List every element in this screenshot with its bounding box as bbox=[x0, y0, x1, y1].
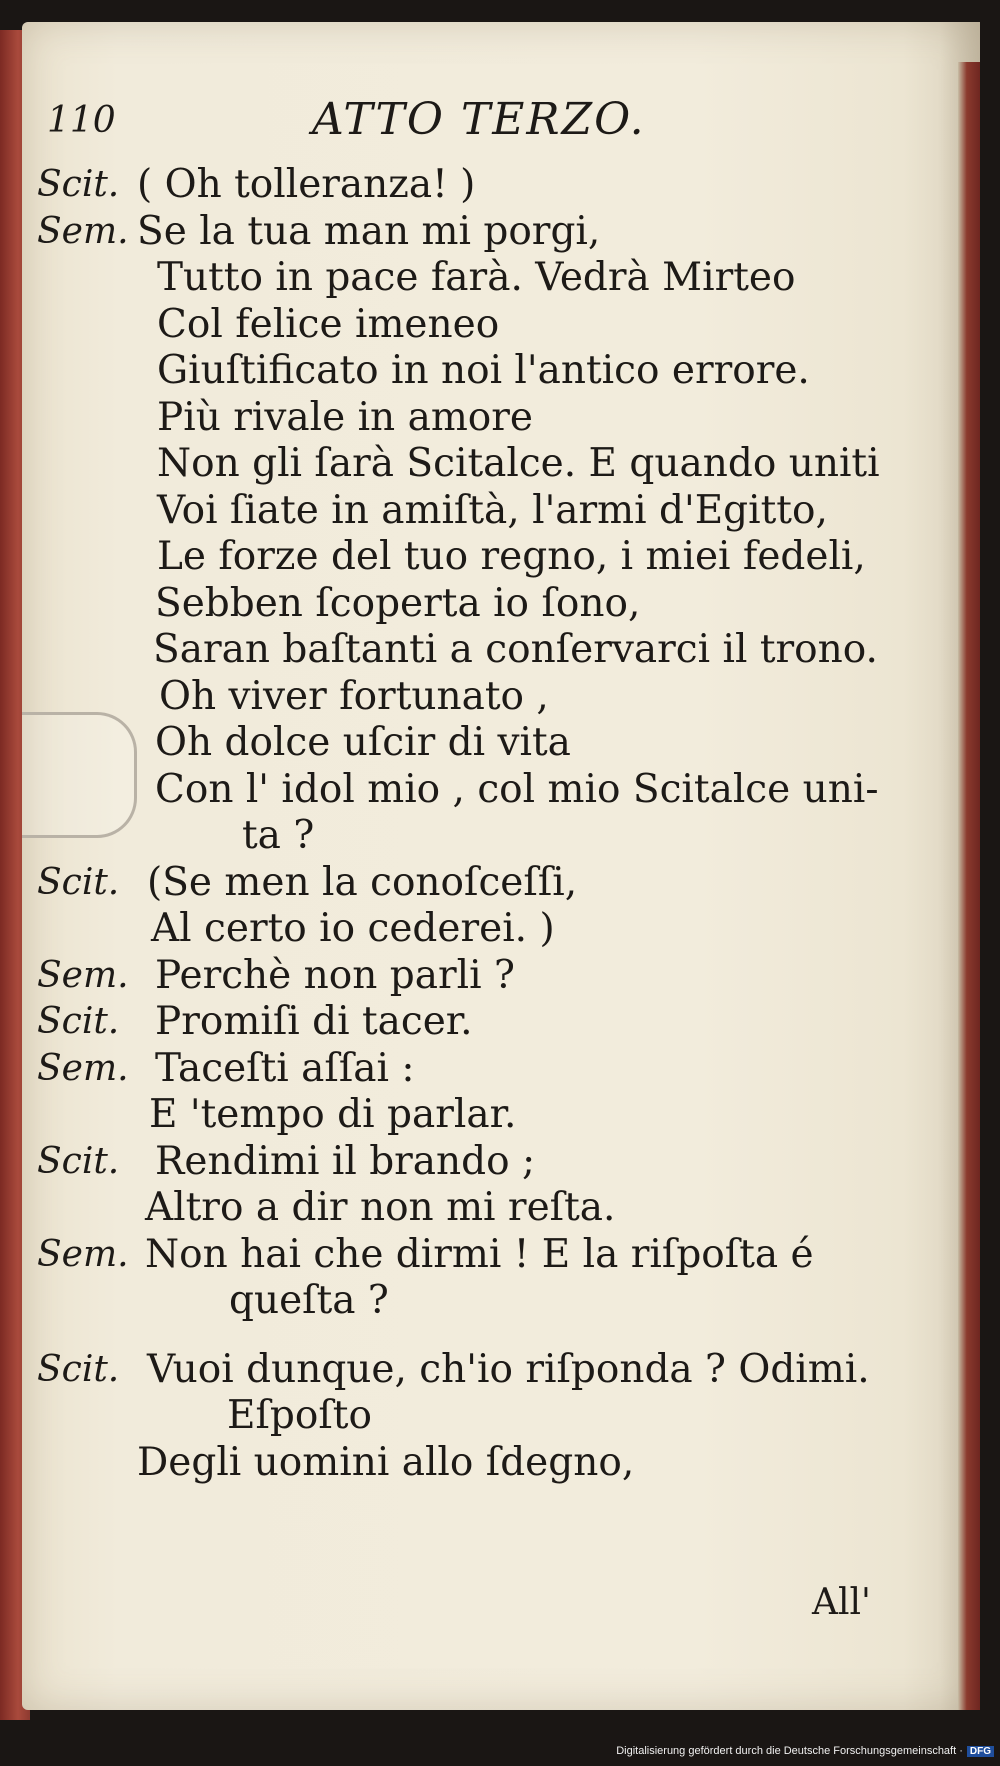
verse-line bbox=[37, 162, 937, 209]
verse-line bbox=[37, 1232, 937, 1279]
verse-text: (Se men la conoſceſſi, bbox=[147, 859, 578, 905]
section-title: ATTO TERZO. bbox=[312, 94, 646, 145]
verse-line bbox=[37, 860, 937, 907]
verse-text: Con l' idol mio , col mio Scitalce uni- bbox=[155, 766, 879, 812]
verse-text: Tutto in pace farà. Vedrà Mirteo bbox=[157, 255, 796, 300]
verse-line bbox=[37, 1393, 937, 1440]
verse-line bbox=[37, 395, 937, 442]
speaker-label: Scit. bbox=[37, 1140, 120, 1182]
speaker-label: Sem. bbox=[37, 210, 129, 252]
verse-line bbox=[37, 720, 937, 767]
verse-line bbox=[37, 1139, 937, 1186]
catchword: All' bbox=[812, 1582, 871, 1623]
verse-text: E 'tempo di parlar. bbox=[149, 1092, 517, 1137]
verse-text: Rendimi il brando ; bbox=[155, 1138, 536, 1184]
verse-line bbox=[37, 1347, 937, 1394]
verse-text: Sebben ſcoperta io ſono, bbox=[155, 580, 641, 626]
page-number: 110 bbox=[47, 100, 116, 141]
verse-line bbox=[37, 255, 937, 302]
verse-text: Taceſti aſſai : bbox=[155, 1045, 415, 1091]
verse-line bbox=[37, 209, 937, 256]
verse-line bbox=[37, 906, 937, 953]
speaker-label: Scit. bbox=[37, 164, 120, 205]
verse-text: Se la tua man mi porgi, bbox=[137, 208, 601, 254]
verse-text-block bbox=[37, 162, 937, 1486]
verse-line bbox=[37, 1278, 937, 1325]
speaker-label: Sem. bbox=[37, 954, 129, 996]
verse-line bbox=[37, 581, 937, 628]
speaker-label: Scit. bbox=[37, 1001, 120, 1042]
verse-line bbox=[37, 999, 937, 1046]
verse-line bbox=[37, 1092, 937, 1139]
verse-text: Giuſtificato in noi l'antico errore. bbox=[157, 348, 810, 393]
verse-line bbox=[37, 627, 937, 674]
verse-line bbox=[37, 441, 937, 488]
speaker-label: Scit. bbox=[37, 861, 120, 903]
credit-text: Digitalisierung gefördert durch die Deutsche Forschungsgemeinschaft · bbox=[616, 1745, 963, 1757]
book-page bbox=[22, 22, 980, 1710]
book-edge-right bbox=[958, 62, 980, 1710]
verse-line bbox=[37, 1185, 937, 1232]
verse-text: Perchè non parli ? bbox=[155, 952, 515, 998]
verse-text: Al certo io cederei. ) bbox=[151, 906, 555, 951]
verse-line bbox=[37, 534, 937, 581]
verse-text: Oh dolce uſcir di vita bbox=[155, 720, 571, 765]
footer-band bbox=[0, 1722, 1000, 1766]
verse-line bbox=[37, 348, 937, 395]
verse-text: Più rivale in amore bbox=[157, 394, 534, 440]
verse-text: Voi ſiate in amiſtà, l'armi d'Egitto, bbox=[157, 487, 828, 533]
verse-text: Col felice imeneo bbox=[157, 301, 500, 347]
verse-text: Non hai che dirmi ! E la riſpoſta é bbox=[145, 1231, 814, 1277]
speaker-label: Sem. bbox=[37, 1047, 129, 1089]
verse-text: Le forze del tuo regno, i miei fedeli, bbox=[157, 534, 866, 579]
verse-text: Eſpoſto bbox=[227, 1393, 372, 1438]
verse-line bbox=[37, 302, 937, 349]
speaker-label: Scit. bbox=[37, 1348, 120, 1390]
verse-text: Degli uomini allo ſdegno, bbox=[137, 1439, 635, 1485]
verse-text: ta ? bbox=[242, 813, 315, 858]
stanza-gap bbox=[37, 1325, 937, 1347]
speaker-label: Sem. bbox=[37, 1233, 129, 1275]
verse-text: Oh viver fortunato , bbox=[159, 673, 549, 719]
verse-line bbox=[37, 813, 937, 860]
verse-line bbox=[37, 953, 937, 1000]
verse-line bbox=[37, 1046, 937, 1093]
verse-text: Saran baſtanti a conſervarci il trono. bbox=[153, 627, 878, 672]
verse-text: ( Oh tolleranza! ) bbox=[137, 162, 476, 207]
verse-text: queſta ? bbox=[229, 1278, 389, 1323]
verse-line bbox=[37, 767, 937, 814]
verse-text: Non gli ſarà Scitalce. E quando uniti bbox=[157, 441, 880, 486]
dfg-logo: DFG bbox=[967, 1746, 994, 1757]
verse-line bbox=[37, 674, 937, 721]
verse-line bbox=[37, 1440, 937, 1487]
digitization-credit bbox=[616, 1745, 994, 1757]
verse-text: Promiſi di tacer. bbox=[155, 999, 473, 1044]
running-head bbox=[47, 94, 747, 144]
verse-text: Altro a dir non mi reſta. bbox=[145, 1185, 616, 1230]
verse-text: Vuoi dunque, ch'io riſponda ? Odimi. bbox=[147, 1346, 870, 1392]
verse-line bbox=[37, 488, 937, 535]
